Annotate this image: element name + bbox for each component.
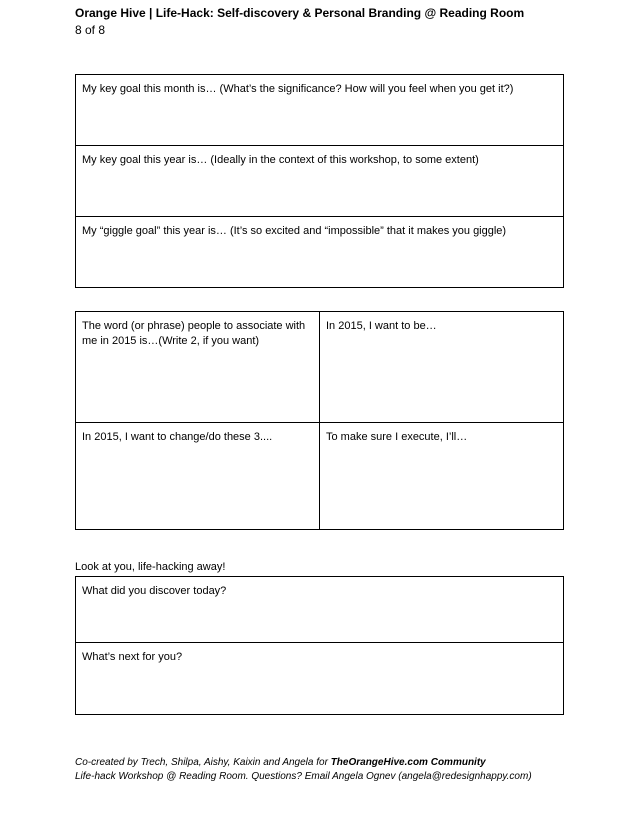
document-title: Orange Hive | Life-Hack: Self-discovery & Personal Branding @ Reading Room xyxy=(75,6,525,20)
want-to-be-cell[interactable]: In 2015, I want to be… xyxy=(320,312,564,423)
goal-month-cell[interactable]: My key goal this month is… (What’s the significance? How will you feel when you get it?) xyxy=(76,75,564,146)
change-do-cell[interactable]: In 2015, I want to change/do these 3.... xyxy=(76,423,320,530)
next-cell[interactable]: What’s next for you? xyxy=(76,643,564,715)
plans-row-1 xyxy=(76,312,564,423)
reflection-label: Look at you, life-hacking away! xyxy=(75,561,226,573)
goal-row-giggle xyxy=(76,217,564,288)
goal-giggle-cell[interactable]: My “giggle goal” this year is… (It’s so excited and “impossible” that it makes you giggle) xyxy=(76,217,564,288)
footer-contact: Life-hack Workshop @ Reading Room. Questions? Email Angela Ognev (angela@redesignhappy.com) xyxy=(75,771,532,782)
reflection-row-next xyxy=(76,643,564,715)
plans-row-2 xyxy=(76,423,564,530)
footer-credits xyxy=(75,757,486,768)
associate-word-cell[interactable]: The word (or phrase) people to associate with me in 2015 is…(Write 2, if you want) xyxy=(76,312,320,423)
footer-credits-prefix: Co-created by Trech, Shilpa, Aishy, Kaixin and Angela for xyxy=(75,757,331,768)
execute-cell[interactable]: To make sure I execute, I’ll… xyxy=(320,423,564,530)
discover-cell[interactable]: What did you discover today? xyxy=(76,577,564,643)
goal-row-year xyxy=(76,146,564,217)
reflection-row-discover xyxy=(76,577,564,643)
page-number: 8 of 8 xyxy=(75,23,106,37)
goals-table xyxy=(75,74,564,288)
plans-grid-table xyxy=(75,311,564,530)
footer-community-name: TheOrangeHive.com Community xyxy=(330,757,486,768)
goal-year-cell[interactable]: My key goal this year is… (Ideally in the context of this workshop, to some extent) xyxy=(76,146,564,217)
goal-row-month xyxy=(76,75,564,146)
reflection-table xyxy=(75,576,564,715)
